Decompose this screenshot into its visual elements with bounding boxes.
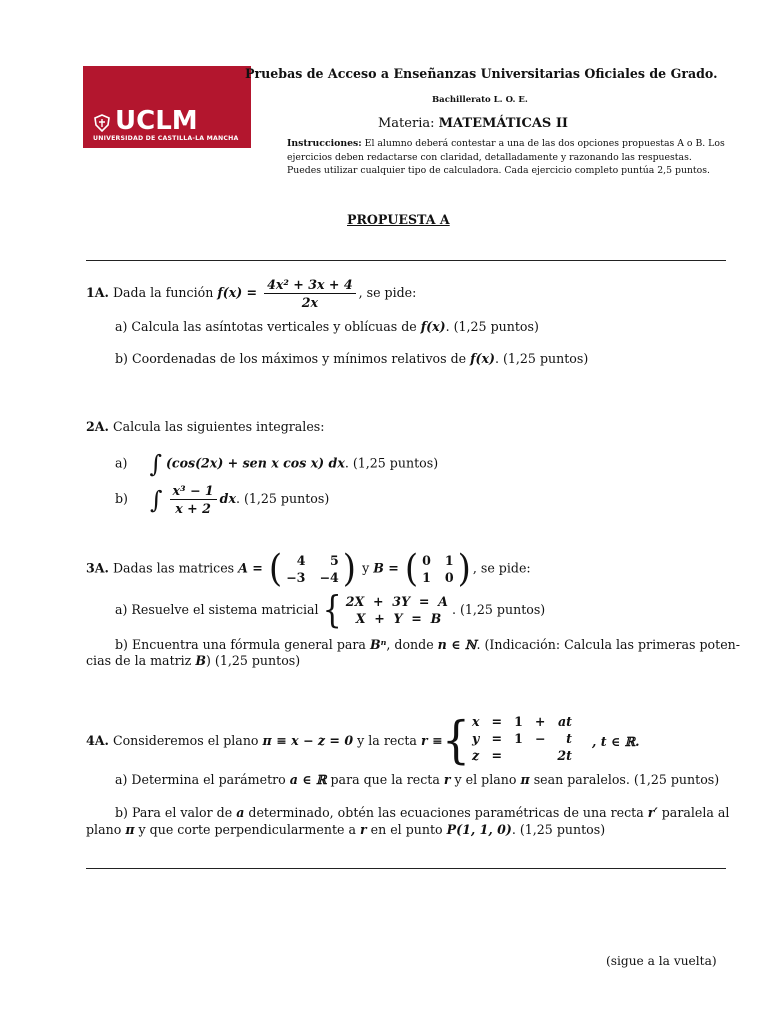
q3-and: y — [362, 560, 370, 576]
matrix-b-cell: 0 — [422, 553, 431, 568]
q3-number: 3A. — [86, 560, 109, 576]
q1-numerator: 4x² + 3x + 4 — [264, 276, 355, 294]
q3a-text: a) Resuelve el sistema matricial — [115, 602, 319, 617]
q3-part-b-line1 — [115, 637, 740, 652]
q3-statement — [86, 547, 531, 591]
matrix-a-cell: −3 — [286, 570, 306, 585]
q4-intro: Consideremos el plano — [112, 733, 259, 748]
q2b-denominator: x + 2 — [175, 501, 211, 516]
q4-tail: , t ∈ ℝ. — [592, 734, 640, 749]
materia-value: MATEMÁTICAS II — [438, 116, 569, 131]
q1b-fx: f(x) — [470, 351, 495, 366]
q1-part-a — [115, 319, 539, 334]
q3-part-b-line2 — [86, 653, 300, 668]
matrix-system — [346, 594, 448, 627]
instructions-text: El alumno deberá contestar a una de las dos opciones propuestas A o B. Los ejercicios deben redactarse con claridad, detalladamente y razonando las respuestas. Puedes utilizar cualquier tipo de calculadora. Cada ejercicio completo puntúa 2,5 puntos. — [287, 138, 725, 176]
q1-after: , se pide: — [358, 285, 417, 300]
q2b-numerator: x³ − 1 — [170, 482, 217, 500]
q2b-fraction — [170, 482, 217, 517]
q4a-text2: para que la recta — [330, 772, 440, 787]
q2-part-b — [115, 482, 329, 517]
q4-part-b-line2 — [86, 822, 605, 837]
materia-line — [378, 116, 568, 131]
matrix-b-cell: 0 — [444, 570, 454, 585]
system-row: X + Y = B — [355, 611, 442, 626]
q1b-text: b) Coordenadas de los máximos y mínimos relativos de — [115, 351, 467, 366]
q4b-text: en el punto — [370, 822, 443, 837]
q2-number: 2A. — [86, 419, 109, 434]
q4b-point: P(1, 1, 0) — [446, 822, 512, 837]
q2a-label: a) — [115, 455, 128, 471]
propuesta-heading: PROPUESTA A — [347, 212, 450, 227]
q3b-Bn: Bⁿ — [369, 637, 387, 652]
q3-after: , se pide: — [472, 560, 531, 576]
q3b-line2b: ) (1,25 puntos) — [205, 653, 301, 668]
integral-sign: ∫ — [149, 450, 162, 478]
q2-part-a — [115, 450, 438, 478]
q4b-text: b) Para el valor de — [115, 805, 233, 820]
q2b-points: . (1,25 puntos) — [235, 491, 330, 506]
q3b-line2a: cias de la matriz — [86, 653, 192, 668]
q1-fraction — [264, 276, 355, 311]
q3b-text2: , donde — [386, 637, 434, 652]
q4a-text1: a) Determina el parámetro — [115, 772, 286, 787]
q4b-rprime: r′ — [647, 805, 658, 820]
matrix-a-label: A = — [238, 560, 263, 576]
page-footer: (sigue a la vuelta) — [606, 954, 717, 968]
q4b-points: . (1,25 puntos) — [511, 822, 606, 837]
top-divider — [86, 260, 726, 261]
q2b-label: b) — [115, 491, 128, 506]
shield-icon — [93, 114, 111, 132]
exam-title: Pruebas de Acceso a Enseñanzas Universitarias Oficiales de Grado. — [245, 66, 718, 81]
logo-wordmark: UCLM — [115, 106, 198, 136]
q4-number: 4A. — [86, 733, 109, 748]
q2a-expression: (cos(2x) + sen x cos x) dx — [165, 455, 345, 471]
bottom-divider — [86, 868, 726, 869]
q4-part-b-line1 — [115, 805, 729, 820]
q3b-text: b) Encuentra una fórmula general para — [115, 637, 366, 652]
param-equations: x = 1 + at y = 1 − t z = 2t — [472, 714, 572, 763]
q1-denominator: 2x — [301, 295, 318, 310]
q3-part-a — [115, 588, 546, 633]
logo-subtitle: UNIVERSIDAD DE CASTILLA-LA MANCHA — [93, 135, 239, 142]
left-brace: { — [442, 711, 470, 770]
q4b-text: y que corte perpendicularmente a — [138, 822, 356, 837]
q4b-text: plano — [86, 822, 122, 837]
q1-function-name: f(x) = — [217, 285, 258, 300]
q4-plane: π ≡ x − z = 0 — [262, 733, 354, 748]
q3b-B: B — [195, 653, 206, 668]
matrix-a-cell: −4 — [319, 570, 339, 585]
q4a-r: r — [443, 772, 451, 787]
q1b-points: . (1,25 puntos) — [494, 351, 589, 366]
instructions — [287, 137, 727, 178]
matrix-b-cell: 1 — [422, 570, 431, 585]
matrix-a-cell: 5 — [330, 553, 339, 568]
matrix-a-cell: 4 — [296, 553, 306, 568]
q4a-text3: y el plano — [454, 772, 517, 787]
q1-statement — [86, 276, 416, 311]
matrix-b: ( 0 1 1 0 ) — [404, 547, 471, 591]
integral-sign: ∫ — [150, 485, 163, 514]
left-brace: { — [322, 588, 342, 633]
q1a-points: . (1,25 puntos) — [445, 319, 539, 334]
q4b-a: a — [236, 805, 245, 820]
q4a-text4: sean paralelos. (1,25 puntos) — [533, 772, 720, 787]
q4-r: r ≡ — [420, 733, 443, 748]
q2-statement — [86, 419, 324, 434]
q1-number: 1A. — [86, 285, 109, 300]
q4-part-a — [115, 772, 719, 787]
instructions-label: Instrucciones: — [287, 138, 362, 149]
q4-mid: y la recta — [357, 733, 417, 748]
q2a-points: . (1,25 puntos) — [344, 455, 439, 471]
q1a-text: a) Calcula las asíntotas verticales y oblícuas de — [115, 319, 417, 334]
q3b-n: n ∈ ℕ — [437, 637, 477, 652]
q4b-pi: π — [125, 822, 135, 837]
q2b-dx: dx — [219, 491, 236, 506]
q3a-points: . (1,25 puntos) — [451, 602, 546, 617]
matrix-b-cell: 1 — [444, 553, 454, 568]
matrix-b-label: B = — [373, 560, 399, 576]
q3-intro: Dadas las matrices — [112, 560, 235, 576]
q4b-text: determinado, obtén las ecuaciones paramétricas de una recta — [248, 805, 644, 820]
q3b-text3: . (Indicación: Calcula las primeras poten- — [476, 637, 741, 652]
matrix-a: ( 4 5 −3 −4 ) — [268, 547, 357, 591]
q1a-fx: f(x) — [420, 319, 446, 334]
q4a-a: a ∈ ℝ — [289, 772, 327, 787]
uclm-logo — [83, 66, 251, 148]
q2-intro: Calcula las siguientes integrales: — [112, 419, 325, 434]
q1-part-b — [115, 351, 588, 366]
materia-label: Materia: — [378, 116, 435, 131]
q4a-pi: π — [520, 772, 530, 787]
q4b-r: r — [359, 822, 367, 837]
q4b-text: paralela al — [661, 805, 730, 820]
system-row: 2X + 3Y = A — [345, 594, 448, 609]
exam-subtitle: Bachillerato L. O. E. — [432, 95, 528, 105]
q1-intro: Dada la función — [112, 285, 214, 300]
q4-statement — [86, 733, 443, 748]
